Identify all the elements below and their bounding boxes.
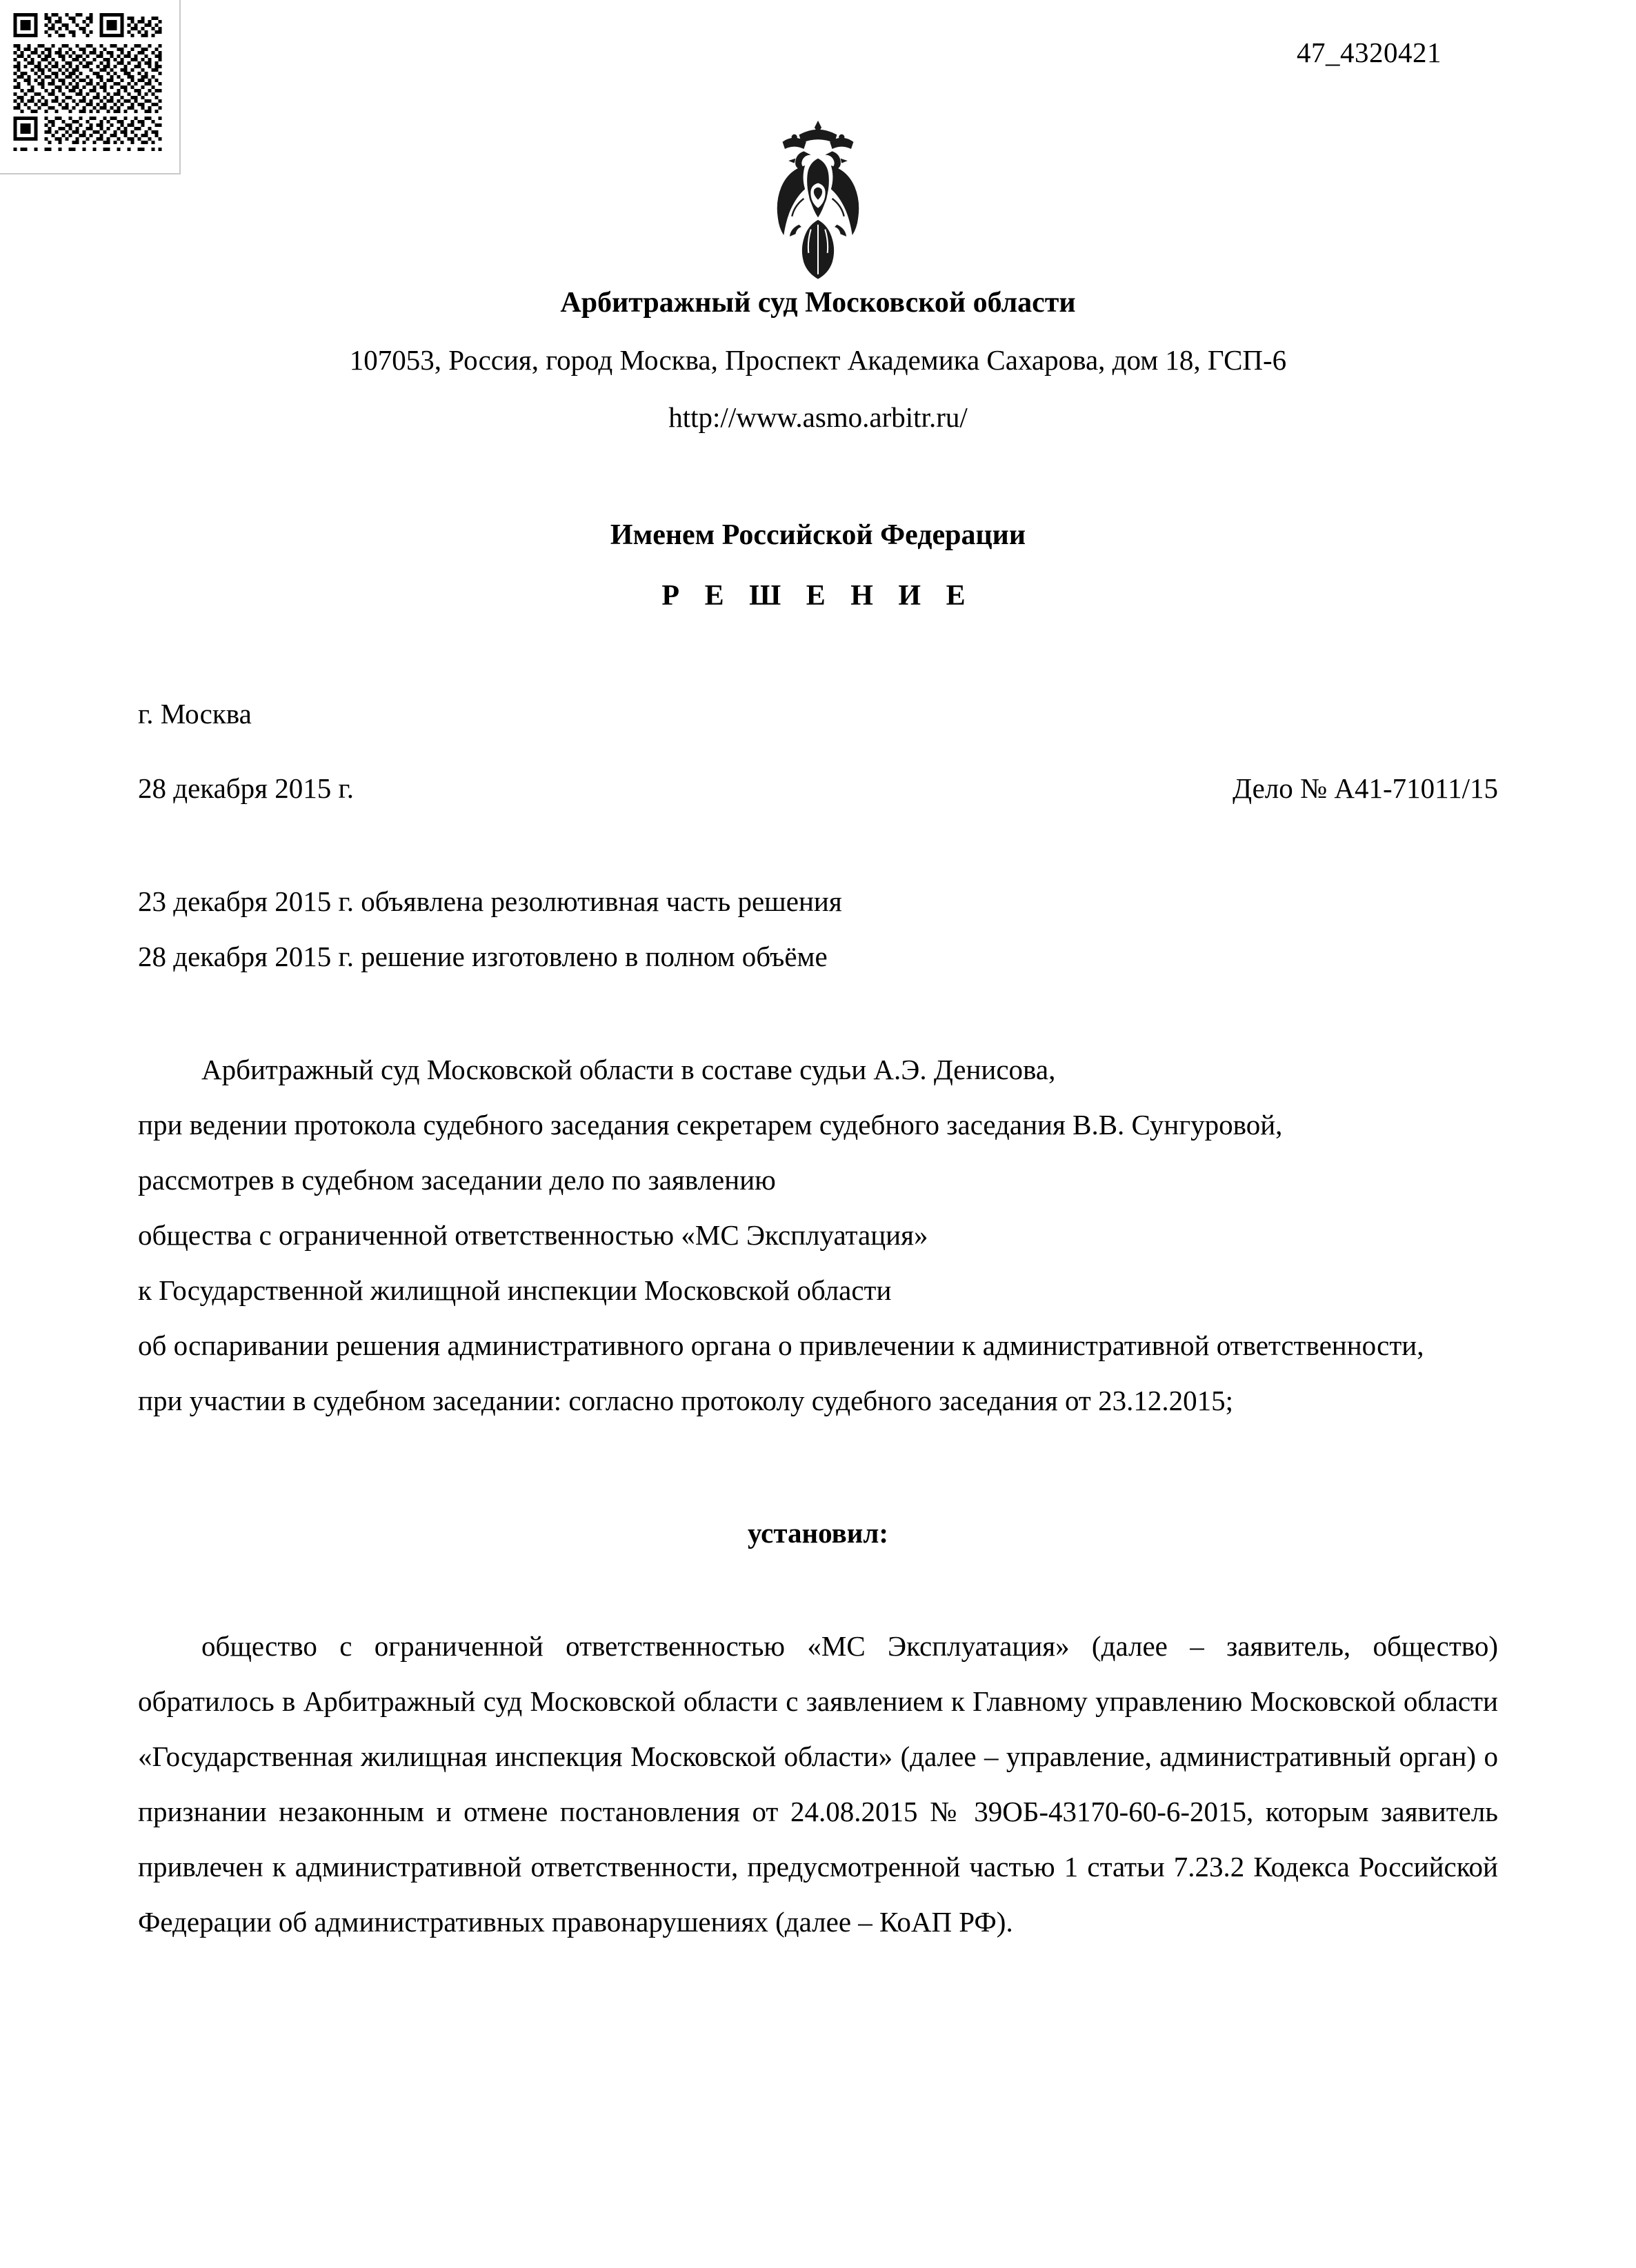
decision-date: 28 декабря 2015 г.: [138, 772, 354, 804]
case-number: Дело № А41-71011/15: [1233, 772, 1498, 804]
decision-heading: Р Е Ш Е Н И Е: [661, 580, 975, 612]
document-body: [138, 686, 1498, 1949]
court-name: Арбитражный суд Московской области: [560, 287, 1076, 319]
court-composition-line: Арбитражный суд Московской области в составе судьи А.Э. Денисова,: [201, 1054, 1056, 1085]
russian-coat-of-arms-icon: [746, 116, 890, 281]
established-heading: установил:: [747, 1517, 889, 1549]
spacer: [138, 1428, 1498, 1505]
respondent-line: к Государственной жилищной инспекции Московской области: [138, 1274, 892, 1306]
spacer: [138, 816, 1498, 874]
participants-line: при участии в судебном заседании: согласно протоколу судебного заседания от 23.12.2015;: [138, 1385, 1233, 1416]
date-and-case-row: [138, 761, 1498, 816]
court-header: [0, 288, 1636, 432]
subject-of-claim-line: об оспаривании решения административного органа о привлечении к административной ответственности,: [138, 1329, 1424, 1361]
established-paragraph: общество с ограниченной ответственностью «МС Эксплуатация» (далее – заявитель, общество) обратилось в Арбитражный суд Московской области с заявлением к Главному управлению Московской области «Государственная жилищная инспекция Московской области» (далее – управление, административный орган) о признании незаконным и отмене постановления от 24.08.2015 № 39ОБ-43170-60-6-2015, которым заявитель привлечен к административной ответственности, предусмотренной частью 1 статьи 7.23.2 Кодекса Российской Федерации об административных правонарушениях (далее – КоАП РФ).: [138, 1630, 1498, 1938]
court-address: 107053, Россия, город Москва, Проспект Академика Сахарова, дом 18, ГСП-6: [349, 344, 1287, 376]
operative-part-announced-line: 23 декабря 2015 г. объявлена резолютивная часть решения: [138, 885, 842, 917]
full-text-produced-line: 28 декабря 2015 г. решение изготовлено в полном объёме: [138, 941, 828, 972]
qr-code-icon: [10, 10, 179, 154]
in-name-of-russian-federation: Именем Российской Федерации: [610, 519, 1026, 551]
considered-line: рассмотрев в судебном заседании дело по заявлению: [138, 1164, 776, 1196]
qr-code-stamp: [0, 0, 181, 174]
spacer: [138, 1560, 1498, 1618]
secretary-line: при ведении протокола судебного заседания секретарем судебного заседания В.В. Сунгуровой,: [138, 1109, 1283, 1141]
spacer: [138, 984, 1498, 1042]
city-line: г. Москва: [138, 698, 252, 730]
decision-title-block: [0, 521, 1636, 610]
applicant-line: общества с ограниченной ответственностью «МС Эксплуатация»: [138, 1219, 928, 1251]
document-identifier: 47_4320421: [1297, 37, 1442, 68]
court-website: http://www.asmo.arbitr.ru/: [668, 401, 968, 433]
